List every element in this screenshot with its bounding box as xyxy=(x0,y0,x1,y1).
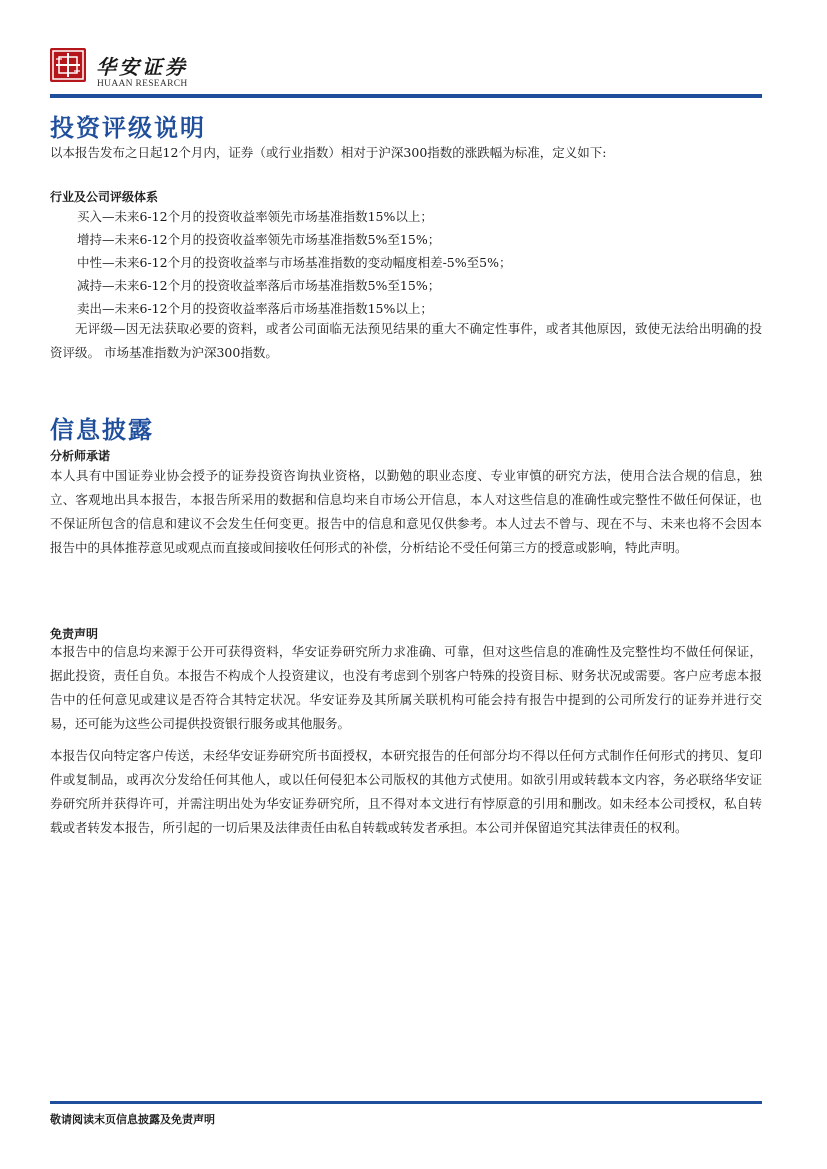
disclaimer-paragraph-2: 本报告仅向特定客户传送，未经华安证券研究所书面授权，本研究报告的任何部分均不得以任何方式制作任何形式的拷贝、复印件或复制品，或再次分发给任何其他人，或以任何侵犯本公司版权的其他方式使用。如欲引用或转载本文内容，务必联络华安证券研究所并获得许可，并需注明出处为华安证券研究所，且不得对本文进行有悖原意的引用和删改。如未经本公司授权，私自转载或者转发本报告，所引起的一切后果及法律责任由私自转载或转发者承担。本公司并保留追究其法律责任的权利。 xyxy=(50,748,762,835)
logo-chinese-name: 华安证券 xyxy=(96,55,188,79)
header-divider xyxy=(50,94,762,98)
rating-item-buy: 买入—未来6-12个月的投资收益率领先市场基准指数15%以上； xyxy=(77,209,433,224)
logo-english-name: HUAAN RESEARCH xyxy=(97,79,188,89)
rating-list xyxy=(50,205,762,320)
rating-system-heading: 行业及公司评级体系 xyxy=(50,190,159,204)
rating-item-overweight: 增持—未来6-12个月的投资收益率领先市场基准指数5%至15%； xyxy=(77,232,441,247)
rating-item-sell: 卖出—未来6-12个月的投资收益率落后市场基准指数15%以上； xyxy=(77,301,433,316)
analyst-commitment-text: 本人具有中国证券业协会授予的证券投资咨询执业资格，以勤勉的职业态度、专业审慎的研究方法，使用合法合规的信息，独立、客观地出具本报告，本报告所采用的数据和信息均来自市场公开信息，本人对这些信息的准确性或完整性不做任何保证，也不保证所包含的信息和建议不会发生任何变更。报告中的信息和意见仅供参考。本人过去不曾与、现在不与、未来也将不会因本报告中的具体推荐意见或观点而直接或间接收任何形式的补偿，分析结论不受任何第三方的授意或影响，特此声明。 xyxy=(50,468,762,555)
rating-no-rating-text: 无评级—因无法获取必要的资料，或者公司面临无法预见结果的重大不确定性事件，或者其他原因，致使无法给出明确的投资评级。 市场基准指数为沪深300指数。 xyxy=(50,321,762,360)
rating-item-neutral: 中性—未来6-12个月的投资收益率与市场基准指数的变动幅度相差-5%至5%； xyxy=(77,255,512,270)
disclaimer-paragraph-1: 本报告中的信息均来源于公开可获得资料，华安证券研究所力求准确、可靠，但对这些信息的准确性及完整性均不做任何保证，据此投资，责任自负。本报告不构成个人投资建议，也没有考虑到个别客户特殊的投资目标、财务状况或需要。客户应考虑本报告中的任何意见或建议是否符合其特定状况。华安证券及其所属关联机构可能会持有报告中提到的公司所发行的证券并进行交易，还可能为这些公司提供投资银行服务或其他服务。 xyxy=(50,644,762,731)
disclosure-section-title: 信息披露 xyxy=(50,416,154,444)
footer-note: 敬请阅读末页信息披露及免责声明 xyxy=(50,1113,215,1126)
analyst-commitment-heading: 分析师承诺 xyxy=(50,449,111,463)
rating-section-title: 投资评级说明 xyxy=(50,114,206,142)
huaan-logo-seal-icon xyxy=(50,48,86,82)
rating-item-underweight: 减持—未来6-12个月的投资收益率落后市场基准指数5%至15%； xyxy=(77,278,441,293)
footer-divider xyxy=(50,1101,762,1104)
rating-intro: 以本报告发布之日起12个月内，证券（或行业指数）相对于沪深300指数的涨跌幅为标准，定义如下: xyxy=(50,145,607,160)
disclaimer-heading: 免责声明 xyxy=(50,627,99,641)
page-header xyxy=(50,48,762,98)
